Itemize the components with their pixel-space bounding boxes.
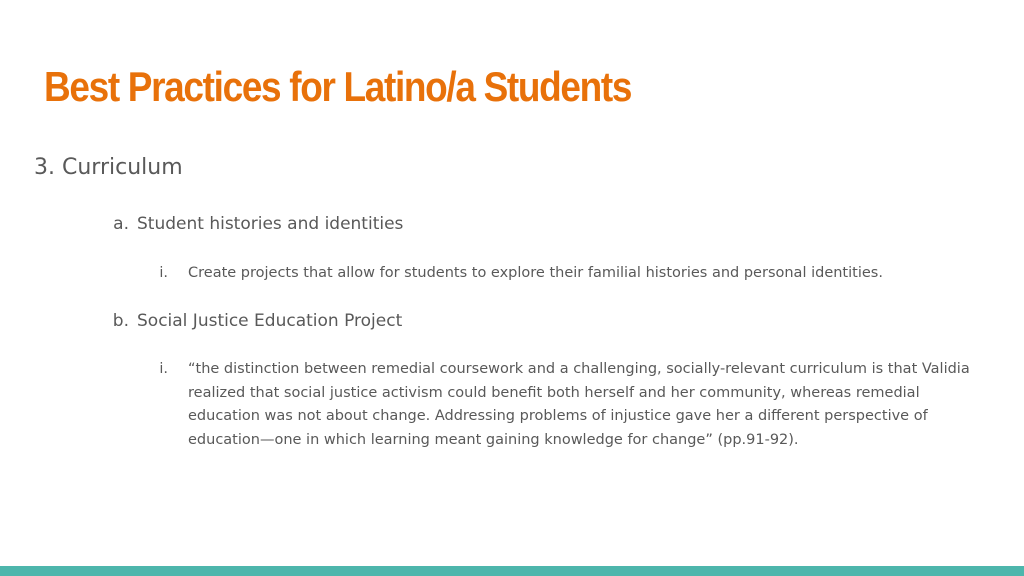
list-item-label: Social Justice Education Project xyxy=(137,311,403,331)
slide-title: Best Practices for Latino/a Students xyxy=(44,63,632,110)
list-marker: a. xyxy=(113,214,129,234)
sub-list-marker: i. xyxy=(159,361,168,377)
list-marker: b. xyxy=(112,311,129,331)
sub-list-marker: i. xyxy=(159,265,168,281)
accent-bar xyxy=(0,566,1024,576)
section-heading: 3. Curriculum xyxy=(34,155,183,180)
quote-text: “the distinction between remedial coursework and a challenging, socially-relevant curriculum is that Validia realized that social justice activism could benefit both herself and her community, whereas remedial education was not about change. Addressing problems of injustice gave her a different perspective of education—one in which learning meant gaining knowledge for change” (pp.91-92). xyxy=(188,361,970,448)
list-item-label: Student histories and identities xyxy=(137,214,404,234)
sub-list-text: Create projects that allow for students to explore their familial histories and personal identities. xyxy=(188,265,883,281)
